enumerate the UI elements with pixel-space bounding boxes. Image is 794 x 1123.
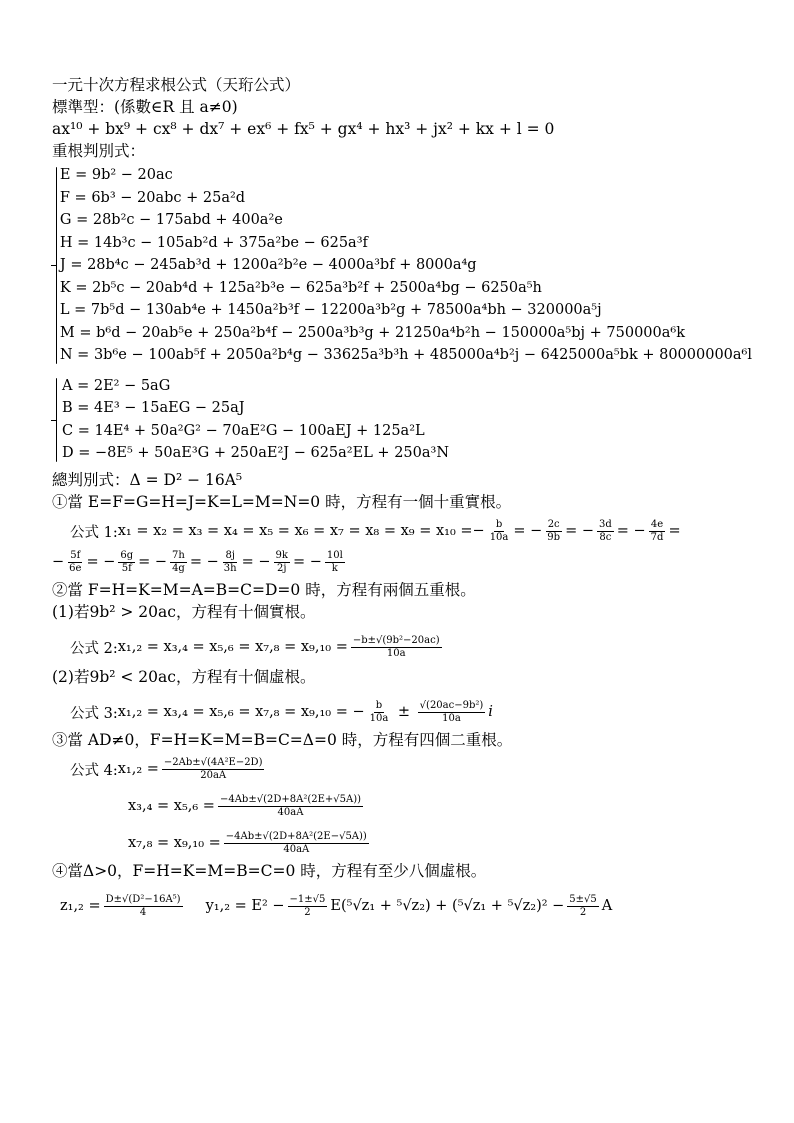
- denominator: 2: [304, 906, 311, 918]
- denominator: 5f: [121, 562, 132, 574]
- numerator: −1±√5: [289, 893, 326, 905]
- formula-1-lhs: x₁ = x₂ = x₃ = x₄ = x₅ = x₆ = x₇ = x₈ = x₉ = x₁₀ =: [117, 523, 473, 539]
- numerator: −4Ab±√(2D+8A²(2E+√5A)): [219, 793, 362, 805]
- formula-5: [60, 894, 752, 919]
- formula-3-fraction-1: [368, 700, 391, 725]
- left-brace: [52, 164, 60, 367]
- formula-4-line-2: [128, 794, 752, 819]
- fraction: [222, 550, 239, 575]
- fraction: [488, 519, 511, 544]
- formula-2: [70, 635, 752, 660]
- standard-equation: ax¹⁰ + bx⁹ + cx⁸ + dx⁷ + ex⁶ + fx⁵ + gx⁴ + hx³ + jx² + kx + l = 0: [52, 120, 555, 138]
- standard-form-label: 標準型：(係數∈R 且 a≠0): [52, 98, 238, 116]
- numerator: 8j: [225, 549, 235, 561]
- denominator: 4g: [172, 562, 185, 574]
- repeated-root-label: 重根判別式：: [52, 142, 146, 160]
- discriminant-line-1: F = 6b³ − 20abc + 25a²d: [59, 189, 246, 206]
- discriminant-line-3: H = 14b³c − 105ab²d + 375a²be − 625a³f: [59, 234, 368, 251]
- case-3: ③當 AD≠0，F=H=K=M=B=C=Δ=0 時，方程有四個二重根。: [52, 730, 513, 749]
- fraction: [118, 550, 135, 575]
- denominator: 20aA: [200, 769, 227, 781]
- denominator: 9b: [547, 531, 561, 543]
- denominator: 40aA: [283, 843, 310, 855]
- fraction: [545, 519, 562, 544]
- case-1: ①當 E=F=G=H=J=K=L=M=N=0 時，方程有一個十重實根。: [52, 492, 512, 511]
- denominator: 2j: [276, 562, 287, 574]
- numerator: √(20ac−9b²): [419, 699, 484, 711]
- numerator: −2Ab±√(4A²E−2D): [163, 756, 263, 768]
- denominator: k: [331, 562, 338, 574]
- formula-4-line-1: [70, 757, 752, 782]
- case-2-2: (2)若9b² < 20ac，方程有十個虛根。: [52, 667, 316, 686]
- title: 一元十次方程求根公式（天珩公式）: [52, 76, 301, 94]
- numerator: 6g: [120, 549, 134, 561]
- discriminant-line-7: M = b⁶d − 20ab⁵e + 250a²b⁴f − 2500a³b³g + 21250a⁴b²h − 150000a⁵bj + 750000a⁶k: [59, 324, 685, 341]
- denominator: 10a: [386, 647, 406, 659]
- denominator: 6e: [69, 562, 82, 574]
- document-body: [52, 74, 752, 919]
- numerator: 3d: [598, 518, 612, 530]
- numerator: −b±√(9b²−20ac): [352, 634, 440, 646]
- formula-3-lhs: x₁,₂ = x₃,₄ = x₅,₆ = x₇,₈ = x₉,₁₀ = −: [117, 704, 365, 720]
- formula-1-line-1: 公式 1: x₁ = x₂ = x₃ = x₄ = x₅ = x₆ = x₇ = x₈ = x₉ = x₁₀ = − $\frac{b}{10a}$ = − $\frac{2c}{9b}$ = − $\frac{3d}{8c}$ = − $\frac{4e}{7d}$ =: [70, 518, 681, 543]
- fraction: [274, 550, 290, 575]
- formula-2-label: 公式 2:: [70, 640, 118, 657]
- discriminant-line-0: E = 9b² − 20ac: [59, 167, 173, 183]
- denominator: 2: [579, 906, 587, 918]
- formula-1-line-2: − $\frac{5f}{6e}$ = − $\frac{6g}{5f}$ = − $\frac{7h}{4g}$ = − $\frac{8j}{3h}$ = − $\frac{9k}{2j}$ = − $\frac{10l}{k}$: [52, 549, 343, 574]
- numerator: −4Ab±√(2D+8A²(2E−√5A)): [225, 830, 367, 842]
- y-middle: E(⁵√z₁ + ⁵√z₂) + (⁵√z₁ + ⁵√z₂)² −: [330, 898, 565, 914]
- numerator: b: [375, 699, 383, 711]
- discriminant-line-6: L = 7b⁵d − 130ab⁴e + 1450a²b³f − 12200a³b²g + 78500a⁴bh − 320000a⁵j: [59, 302, 602, 318]
- numerator: b: [495, 518, 503, 530]
- y-lhs: y₁,₂ = E² −: [205, 898, 285, 914]
- case-4: ④當Δ>0，F=H=K=M=B=C=0 時，方程有至少八個虛根。: [52, 861, 487, 880]
- denominator: 10a: [442, 712, 461, 724]
- y-fraction-1: [288, 894, 328, 919]
- formula-3-label: 公式 3:: [70, 705, 118, 722]
- discriminant-line-4: J = 28b⁴c − 245ab³d + 1200a²b²e − 4000a³bf + 8000a⁴g: [59, 257, 477, 273]
- auxiliary-line-2: C = 14E⁴ + 50a²G² − 70aE²G − 100aEJ + 125a²L: [62, 422, 425, 439]
- numerator: 7h: [172, 549, 185, 561]
- y-fraction-2: [567, 894, 598, 919]
- left-brace: [52, 375, 62, 465]
- denominator: 10a: [369, 712, 389, 724]
- formula-4-lhs-3: x₇,₈ = x₉,₁₀ =: [128, 835, 221, 851]
- fraction: [170, 550, 187, 575]
- denominator: 8c: [599, 531, 612, 543]
- formula-4-label: 公式 4:: [70, 762, 118, 779]
- fraction: [67, 550, 83, 575]
- formula-3: 公式 3: x₁,₂ = x₃,₄ = x₅,₆ = x₇,₈ = x₉,₁₀ = − $\frac{b}{10a}$ ± $\frac{\text{√(20ac−9b²)}}{10a}$ i: [70, 699, 493, 724]
- formula-4-fraction-2: [218, 794, 363, 819]
- case-2-1: (1)若9b² > 20ac，方程有十個實根。: [52, 602, 316, 621]
- numerator: D±√(D²−16A⁵): [105, 893, 181, 905]
- formula-1-label: 公式 1:: [70, 524, 118, 541]
- numerator: 2c: [547, 518, 560, 530]
- case-2: ②當 F=H=K=M=A=B=C=D=0 時，方程有兩個五重根。: [52, 580, 476, 599]
- discriminant-line-2: G = 28b²c − 175abd + 400a²e: [59, 212, 283, 228]
- numerator: 5f: [70, 549, 81, 561]
- denominator: 3h: [223, 562, 237, 574]
- numerator: 9k: [275, 549, 288, 561]
- formula-4-lhs-2: x₃,₄ = x₅,₆ =: [128, 798, 215, 814]
- formula-4-line-3: [128, 831, 752, 856]
- fraction: [649, 519, 666, 544]
- denominator: 40aA: [277, 806, 304, 818]
- formula-4-fraction-1: [162, 757, 265, 782]
- fraction: [597, 519, 614, 544]
- auxiliary-line-1: B = 4E³ − 15aEG − 25aJ: [62, 400, 245, 416]
- imaginary-unit: i: [488, 704, 493, 720]
- discriminant-system-2: [52, 375, 752, 465]
- formula-2-fraction: [351, 635, 442, 660]
- z-lhs: z₁,₂ =: [60, 898, 101, 914]
- numerator: 10l: [326, 549, 343, 561]
- z-fraction: [104, 894, 183, 919]
- fraction: [325, 550, 345, 575]
- discriminant-line-5: K = 2b⁵c − 20ab⁴d + 125a²b³e − 625a³b²f + 2500a⁴bg − 6250a⁵h: [59, 279, 542, 296]
- auxiliary-line-0: A = 2E² − 5aG: [62, 377, 171, 394]
- formula-2-lhs: x₁,₂ = x₃,₄ = x₅,₆ = x₇,₈ = x₉,₁₀ =: [117, 639, 348, 655]
- denominator: 7d: [650, 531, 664, 543]
- formula-3-fraction-2: [418, 700, 486, 725]
- numerator: 5±√5: [569, 893, 597, 905]
- denominator: 4: [139, 906, 147, 918]
- discriminant-line-8: N = 3b⁶e − 100ab⁵f + 2050a²b⁴g − 33625a³b³h + 485000a⁴b²j − 6425000a⁵bk + 80000000a⁶l: [59, 347, 752, 363]
- formula-4-fraction-3: [224, 831, 369, 856]
- auxiliary-line-3: D = −8E⁵ + 50aE³G + 250aE²J − 625a²EL + 250a³N: [62, 445, 450, 461]
- denominator: 10a: [489, 531, 509, 543]
- y-tail: A: [601, 898, 613, 914]
- discriminant-system-1: [52, 164, 752, 367]
- formula-4-lhs-1: x₁,₂ =: [117, 761, 159, 777]
- numerator: 4e: [650, 518, 664, 530]
- total-discriminant: 總判別式：Δ = D² − 16A⁵: [52, 470, 243, 489]
